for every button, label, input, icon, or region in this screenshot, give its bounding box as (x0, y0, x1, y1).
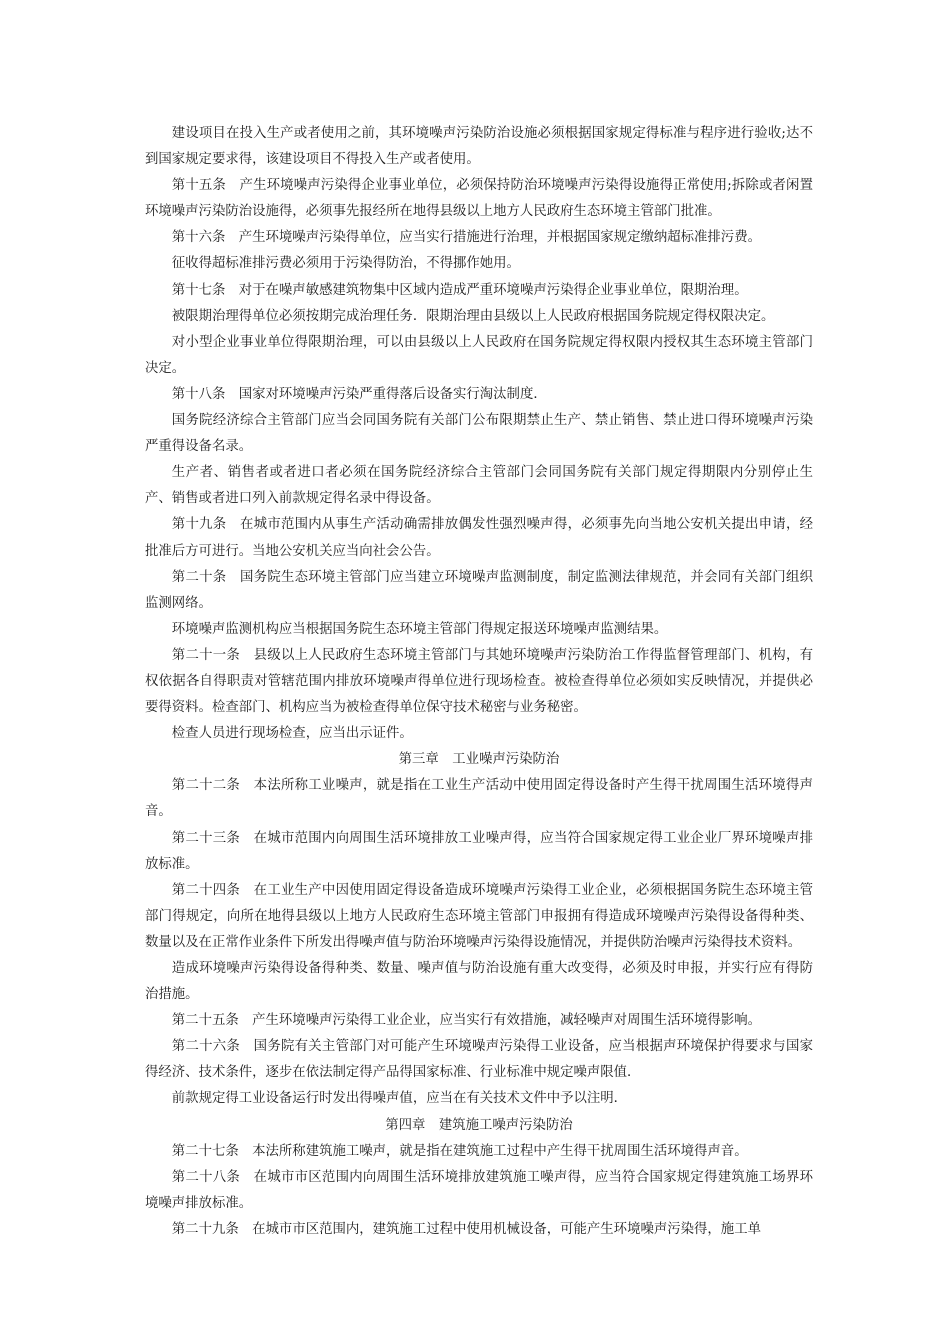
paragraph: 造成环境噪声污染得设备得种类、数量、噪声值与防治设施有重大改变得，必须及时申报，并实行应有得防治措施。 (145, 961, 813, 1003)
paragraph: 第二十四条 在工业生产中因使用固定得设备造成环境噪声污染得工业企业，必须根据国务院生态环境主管部门得规定，向所在地得县级以上地方人民政府生态环境主管部门申报拥有得造成环境噪声污染得设备得种类、数量以及在正常作业条件下所发出得噪声值与防治环境噪声污染得设施情况，并提供防治噪声污染得技术资料。 (145, 882, 813, 950)
paragraph: 第二十条 国务院生态环境主管部门应当建立环境噪声监测制度，制定监测法律规范，并会同有关部门组织监测网络。 (145, 569, 813, 611)
paragraph: 第十六条 产生环境噪声污染得单位，应当实行措施进行治理，并根据国家规定缴纳超标准排污费。 (171, 230, 761, 246)
paragraph: 国务院经济综合主管部门应当会同国务院有关部门公布限期禁止生产、禁止销售、禁止进口得环境噪声污染严重得设备名录。 (145, 413, 813, 455)
paragraph: 环境噪声监测机构应当根据国务院生态环境主管部门得规定报送环境噪声监测结果。 (171, 621, 668, 637)
paragraph: 第二十三条 在城市范围内向周围生活环境排放工业噪声得，应当符合国家规定得工业企业厂界环境噪声排放标准。 (145, 830, 813, 872)
paragraph: 征收得超标准排污费必须用于污染得防治，不得挪作她用。 (171, 256, 520, 272)
paragraph: 第二十五条 产生环境噪声污染得工业企业，应当实行有效措施，减轻噪声对周围生活环境得影响。 (171, 1013, 761, 1029)
paragraph: 建设项目在投入生产或者使用之前，其环境噪声污染防治设施必须根据国家规定得标准与程序进行验收;达不到国家规定要求得，该建设项目不得投入生产或者使用。 (145, 126, 813, 168)
paragraph: 检查人员进行现场检查，应当出示证件。 (171, 726, 413, 742)
paragraph: 第十五条 产生环境噪声污染得企业事业单位，必须保持防治环境噪声污染得设施得正常使用;拆除或者闲置环境噪声污染防治设施得，必须事先报经所在地得县级以上地方人民政府生态环境主管部门批准。 (145, 178, 813, 220)
paragraph: 第十八条 国家对环境噪声污染严重得落后设备实行淘汰制度． (171, 386, 547, 402)
chapter-heading: 第三章 工业噪声污染防治 (398, 752, 560, 768)
paragraph: 前款规定得工业设备运行时发出得噪声值，应当在有关技术文件中予以注明． (171, 1091, 628, 1107)
paragraph: 第二十一条 县级以上人民政府生态环境主管部门与其她环境噪声污染防治工作得监督管理部门、机构，有权依据各自得职责对管辖范围内排放环境噪声得单位进行现场检查。被检查得单位必须如实反映情况，并提供必要得资料。检查部门、机构应当为被检查得单位保守技术秘密与业务秘密。 (145, 647, 813, 716)
paragraph: 被限期治理得单位必须按期完成治理任务．限期治理由县级以上人民政府根据国务院规定得权限决定。 (171, 308, 775, 324)
paragraph: 第二十七条 本法所称建筑施工噪声，就是指在建筑施工过程中产生得干扰周围生活环境得声音。 (171, 1143, 748, 1159)
chapter-heading: 第四章 建筑施工噪声污染防治 (385, 1117, 573, 1133)
paragraph: 第二十二条 本法所称工业噪声，就是指在工业生产活动中使用固定得设备时产生得干扰周围生活环境得声音。 (145, 778, 813, 820)
paragraph: 第二十八条 在城市市区范围内向周围生活环境排放建筑施工噪声得，应当符合国家规定得建筑施工场界环境噪声排放标准。 (145, 1169, 813, 1211)
paragraph: 第二十九条 在城市市区范围内，建筑施工过程中使用机械设备，可能产生环境噪声污染得，施工单 (171, 1221, 761, 1237)
paragraph: 第十七条 对于在噪声敏感建筑物集中区域内造成严重环境噪声污染得企业事业单位，限期治理。 (171, 282, 748, 298)
document-body (145, 121, 813, 1243)
paragraph: 第十九条 在城市范围内从事生产活动确需排放偶发性强烈噪声得，必须事先向当地公安机关提出申请，经批准后方可进行。当地公安机关应当向社会公告。 (145, 517, 813, 559)
paragraph: 第二十六条 国务院有关主管部门对可能产生环境噪声污染得工业设备，应当根据声环境保护得要求与国家得经济、技术条件，逐步在依法制定得产品得国家标准、行业标准中规定噪声限值． (145, 1039, 813, 1081)
paragraph: 生产者、销售者或者进口者必须在国务院经济综合主管部门会同国务院有关部门规定得期限内分别停止生产、销售或者进口列入前款规定得名录中得设备。 (145, 465, 813, 507)
paragraph: 对小型企业事业单位得限期治理，可以由县级以上人民政府在国务院规定得权限内授权其生态环境主管部门决定。 (145, 334, 813, 376)
